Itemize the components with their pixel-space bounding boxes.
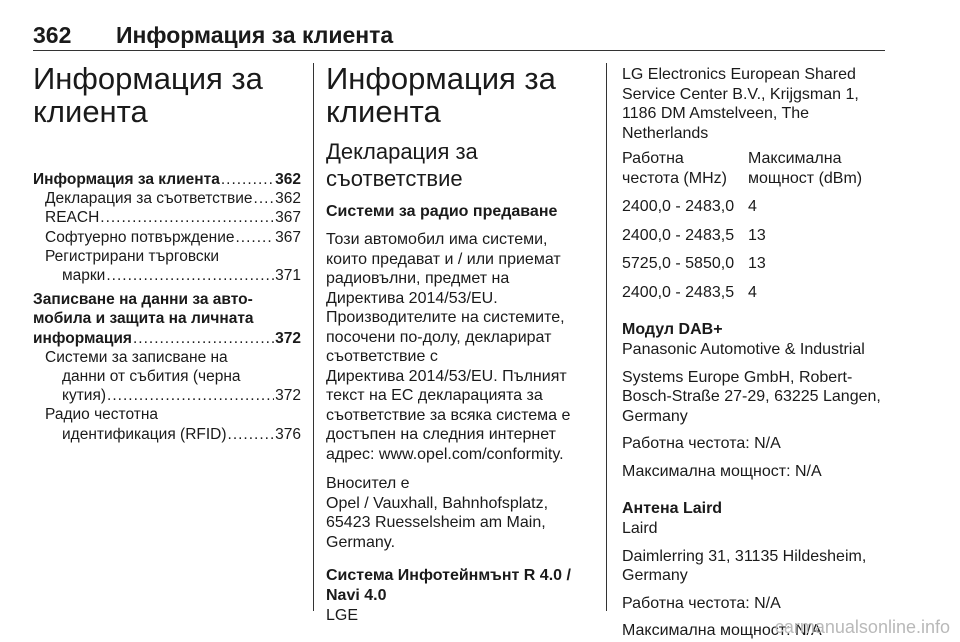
laird-heading: Антена Laird [622, 500, 723, 517]
table-row: 2400,0 - 2483,0 4 [622, 198, 757, 215]
declaration-paragraph: Този автомобил има системи, които предават и / или приемат радиовълни, предмет на Директива 2014/53/EU. Производителите на системите, посочени по-долу, декларират съответствие с Директива 2014/53/EU. Пълният текст на ЕС декларацията за съответствие за всяка система е достъпен на следния интернет адрес: www.opel.com/conformity. [326, 231, 571, 463]
column-divider-left [313, 63, 314, 611]
chapter-title: Информация за клиента [33, 61, 263, 129]
toc-entry[interactable]: Информация за клиента ..... 362 [33, 170, 301, 189]
importer-paragraph: Вносител е Opel / Vauxhall, Bahnhofsplatz, 65423 Ruesselsheim am Main, Germany. [326, 475, 549, 551]
lg-address: LG Electronics European Shared Service Center B.V., Krijgsman 1, 1186 DM Amstelveen, The Netherlands [622, 66, 859, 142]
running-title: Информация за клиента [116, 22, 394, 48]
systems-column [622, 62, 892, 641]
table-row: 5725,0 - 5850,0 13 [622, 255, 766, 272]
laird-name: Laird [622, 520, 658, 537]
dab-heading: Модул DAB+ [622, 321, 723, 338]
laird-frequency: Работна честота: N/A [622, 594, 781, 612]
frequency-table [622, 149, 862, 302]
section-title: Информация за клиента [326, 61, 556, 129]
table-row: 2400,0 - 2483,5 13 [622, 226, 766, 244]
table-header-row: Работна честота (MHz) Максимална мощност (dBm) [622, 150, 863, 187]
laird-address: Daimlerring 31, 31135 Hildesheim, Germany [622, 547, 867, 584]
toc-column [33, 62, 301, 444]
dab-frequency: Работна честота: N/A [622, 435, 781, 452]
watermark: carmanualsonline.info [774, 617, 950, 637]
radio-systems-heading: Системи за радио предаване [326, 203, 558, 220]
page-number: 362 [33, 22, 72, 48]
page-header [33, 22, 885, 51]
toc-entry[interactable]: Регистрирани търговски марки ..... 371 [33, 247, 301, 285]
toc-entry[interactable]: Радио честотна идентификация (RFID) ..... 376 [33, 405, 301, 443]
subsection-title: Декларация за съответствие [326, 139, 478, 191]
table-of-contents [33, 170, 301, 444]
declaration-column [326, 62, 588, 626]
toc-entry[interactable]: REACH ..... 367 [33, 208, 301, 227]
laird-power: Максимална мощност: N/A [622, 622, 822, 639]
dab-address: Systems Europe GmbH, Robert- Bosch-Straße 27-29, 63225 Langen, Germany [622, 368, 881, 425]
table-row: 2400,0 - 2483,5 4 [622, 283, 757, 301]
dab-manufacturer: Panasonic Automotive & Industrial [622, 341, 865, 358]
toc-entry[interactable]: Системи за записване на данни от събития (черна кутия) ..... 372 [33, 348, 301, 406]
toc-entry[interactable]: Софтуерно потвърждение ..... 367 [33, 228, 301, 247]
toc-entry[interactable]: Декларация за съответствие ..... 362 [33, 189, 301, 208]
toc-entry[interactable]: Записване на данни за авто- мобила и защита на личната информация ..... 372 [33, 290, 301, 348]
column-divider-right [606, 63, 607, 611]
infotainment-heading: Система Инфотейнмънт R 4.0 / Navi 4.0 [326, 567, 571, 604]
manufacturer-name: LGE [326, 607, 359, 624]
dab-power: Максимална мощност: N/A [622, 462, 822, 480]
